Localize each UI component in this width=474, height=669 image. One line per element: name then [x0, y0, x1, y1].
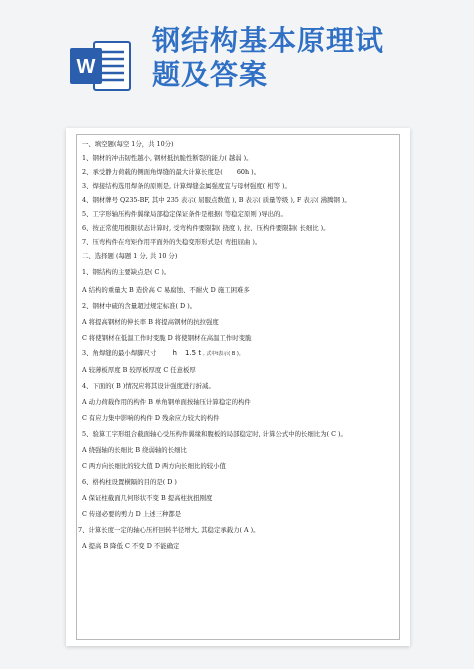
section-heading-fill: 一、填空题(每空 1分，共 10分) — [82, 140, 174, 148]
question-text: )。 — [251, 168, 261, 176]
options-line: A 结构的重量大 B 造价高 C 易腐蚀、不耐火 D 施工困难多 — [82, 286, 250, 294]
question-line: 6、按正常使用极限状态计算时, 受弯构件要限制( 挠度 ), 拉、压构件要限制( 长细比 )。 — [82, 224, 330, 232]
options-line: A 绕强轴的长细比 B 绕弱轴的长细比 — [82, 446, 187, 454]
title-line-2: 题及答案 — [152, 58, 269, 91]
answer-text: 60h — [236, 168, 250, 176]
question-line: 6、格构柱设置横隔的目的是( D ) — [82, 478, 177, 486]
options-line: C 传递必要的剪力 D 上述三种都是 — [82, 510, 182, 518]
document-title — [152, 24, 384, 92]
options-line: A 较薄板厚度 B 较厚板厚度 C 任意板厚 — [82, 366, 196, 374]
document-preview — [66, 128, 410, 646]
question-text: 3、角焊缝的最小焊脚尺寸 — [82, 349, 157, 357]
question-line: 4、钢材牌号 Q235-BF, 其中 235 表示( 屈服点数值 ), B 表示( 质量等级 ), F 表示( 沸腾钢 )。 — [82, 196, 351, 204]
question-line: 1、钢结构的主要缺点是( C )。 — [82, 268, 171, 276]
question-text: 2、承受静力荷载的侧面角焊缝的最大计算长度是( — [82, 168, 223, 176]
title-line-1: 钢结构基本原理试 — [152, 24, 385, 57]
question-line: 3、焊接结构选用焊条的原则是, 计算焊缝金属强度宜与母材强度( 相等 )。 — [82, 182, 291, 190]
word-logo-letter: W — [76, 56, 96, 78]
question-line: 7、计算长度一定的轴心压杆回转半径增大, 其稳定承载力( A )。 — [78, 526, 260, 534]
options-line: A 将提高钢材的伸长率 B 将提高钢材的抗拉强度 — [82, 318, 219, 326]
question-line — [82, 349, 400, 358]
formula-symbol: h — [172, 349, 177, 357]
question-line: 4、下面的( B )情况应将其设计强度进行折减。 — [82, 382, 215, 390]
section-heading-choice: 二、选择题 (每题 1 分, 共 10 分) — [82, 252, 178, 260]
question-line: 1、钢材的冲击韧性越小, 钢材抵抗脆性断裂的能力( 越弱 )。 — [82, 154, 253, 162]
options-line: A 提高 B 降低 C 不变 D 不能确定 — [82, 542, 180, 550]
question-line: 5、工字形轴压构件翼缘局部稳定保证条件是根据( 等稳定原则 )导出的。 — [82, 210, 287, 218]
header-banner — [0, 0, 474, 118]
options-line: C 两方向长细比的较大值 D 两方向长细比的较小值 — [82, 462, 226, 470]
options-line: A 保证柱截面几何形状不变 B 提高柱抗扭刚度 — [82, 494, 213, 502]
formula-expression: 1.5 t — [185, 349, 202, 357]
question-line: 5、验算工字形组合截面轴心受压构件翼缘和腹板的局部稳定时, 计算公式中的长细比为( C )。 — [82, 430, 347, 438]
question-line: 7、压弯构件在弯矩作用平面外的失稳变形形式是( 弯扭屈曲 )。 — [82, 238, 262, 246]
question-text: , 式中t表示( B )。 — [203, 351, 244, 357]
question-line: 2、钢材中硫的含量超过规定标准( D )。 — [82, 302, 197, 310]
question-line — [82, 168, 400, 176]
word-document-icon — [68, 38, 134, 94]
options-line: C 有应力集中影响的构件 D 残余应力较大的构件 — [82, 414, 220, 422]
options-line: A 动力荷载作用的构件 B 单角钢单面按轴压计算稳定的构件 — [82, 398, 251, 406]
options-line: C 将使钢材在低温工作时变脆 D 将使钢材在高温工作时变脆 — [82, 334, 252, 342]
